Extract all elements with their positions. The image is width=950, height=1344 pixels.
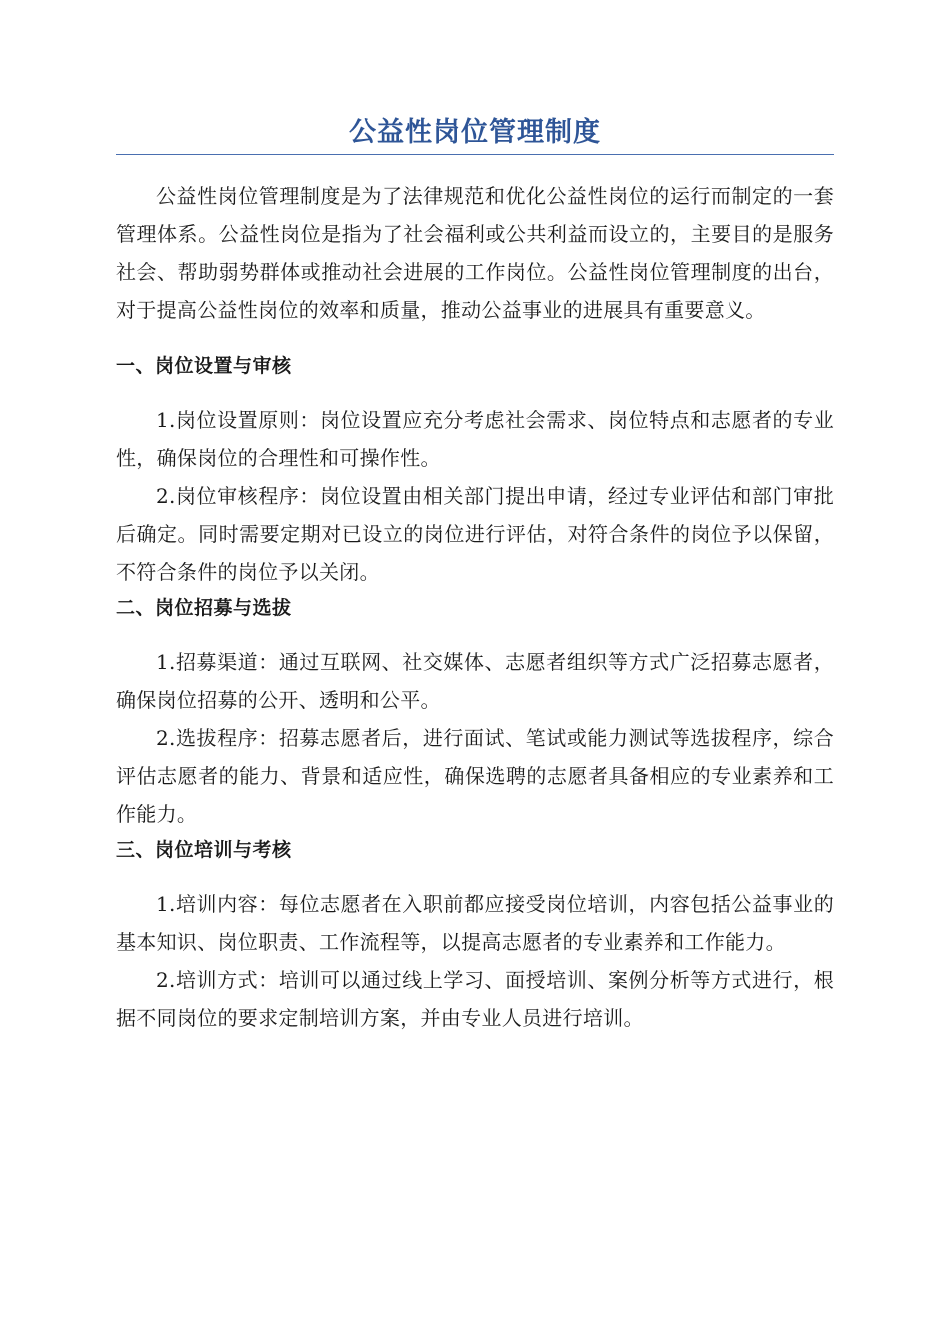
section-heading-1: 一、岗位设置与审核	[116, 355, 292, 377]
section-heading-3: 三、岗位培训与考核	[116, 839, 292, 861]
document-page	[116, 112, 834, 1037]
section-1-item-2: 2.岗位审核程序：岗位设置由相关部门提出申请，经过专业评估和部门审批后确定。同时需要定期对已设立的岗位进行评估，对符合条件的岗位予以保留，不符合条件的岗位予以关闭。	[116, 484, 834, 584]
intro-paragraph: 公益性岗位管理制度是为了法律规范和优化公益性岗位的运行而制定的一套管理体系。公益性岗位是指为了社会福利或公共利益而设立的，主要目的是服务社会、帮助弱势群体或推动社会进展的工作岗位。公益性岗位管理制度的出台，对于提高公益性岗位的效率和质量，推动公益事业的进展具有重要意义。	[116, 184, 834, 322]
section-2-item-1: 1.招募渠道：通过互联网、社交媒体、志愿者组织等方式广泛招募志愿者，确保岗位招募的公开、透明和公平。	[116, 650, 834, 712]
section-2-item-2: 2.选拔程序：招募志愿者后，进行面试、笔试或能力测试等选拔程序，综合评估志愿者的能力、背景和适应性，确保选聘的志愿者具备相应的专业素养和工作能力。	[116, 726, 834, 826]
title-underline	[116, 154, 834, 155]
section-3-item-2: 2.培训方式：培训可以通过线上学习、面授培训、案例分析等方式进行，根据不同岗位的要求定制培训方案，并由专业人员进行培训。	[116, 968, 834, 1030]
section-3-item-1: 1.培训内容：每位志愿者在入职前都应接受岗位培训，内容包括公益事业的基本知识、岗位职责、工作流程等，以提高志愿者的专业素养和工作能力。	[116, 892, 834, 954]
section-1-item-1: 1.岗位设置原则：岗位设置应充分考虑社会需求、岗位特点和志愿者的专业性，确保岗位的合理性和可操作性。	[116, 408, 834, 470]
document-title: 公益性岗位管理制度	[349, 117, 601, 148]
section-heading-2: 二、岗位招募与选拔	[116, 597, 292, 619]
